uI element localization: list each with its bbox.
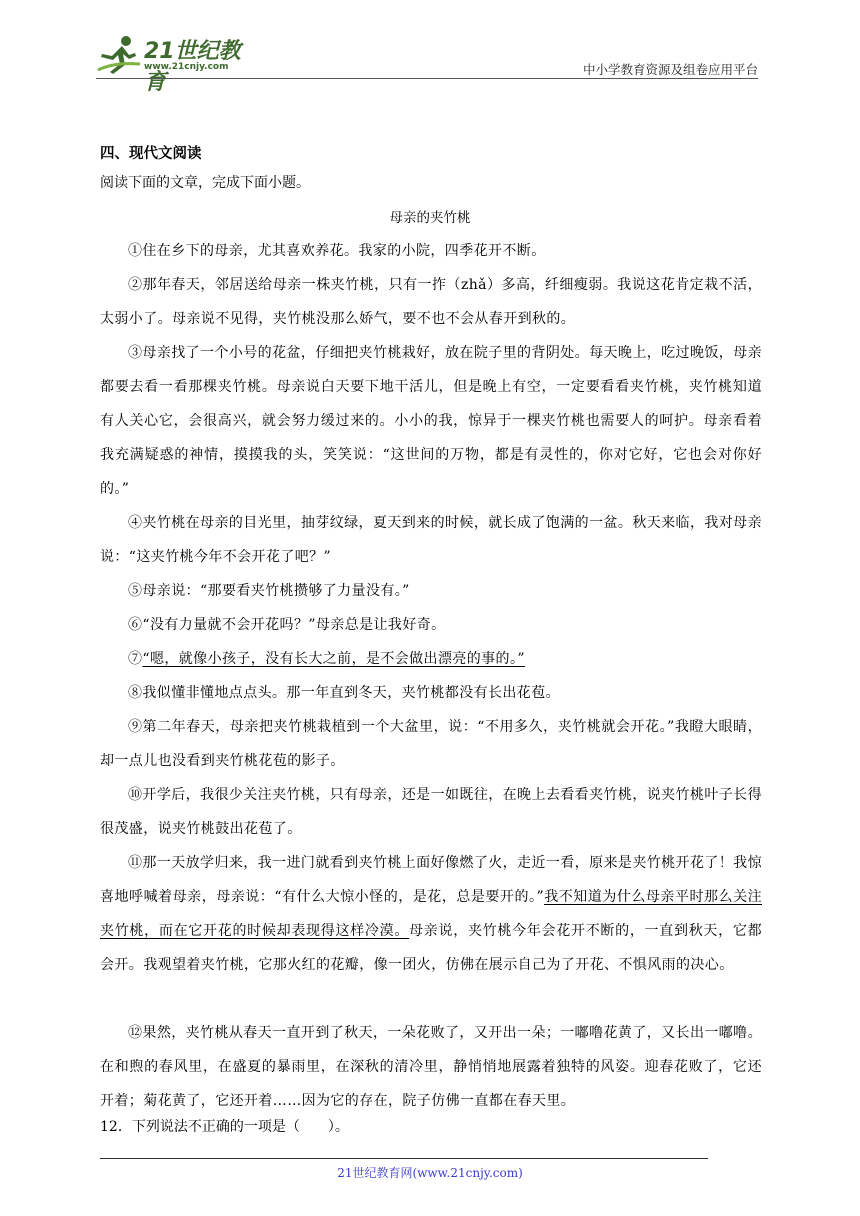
page-header [96, 34, 758, 95]
paragraph-11-part-a: ⑪那一天放学归来，我一进门就看到夹竹桃上面好像燃了火，走近一看，原来是夹竹桃开花了！我惊喜地呼喊着母亲，母亲说：“有什么大惊小怪的，是花，总是要开的。” [100, 855, 762, 905]
question-12: 12．下列说法不正确的一项是（ ）。 [100, 1119, 349, 1135]
section-title: 四、现代文阅读 [100, 146, 202, 162]
paragraph-5: ⑤母亲说：“那要看夹竹桃攒够了力量没有。” [128, 583, 410, 599]
paragraph-7-underlined: “嗯，就像小孩子，没有长大之前，是不会做出漂亮的事的。” [142, 651, 525, 667]
paragraph-11 [100, 846, 762, 982]
paragraph-8: ⑧我似懂非懂地点点头。那一年直到冬天，夹竹桃都没有长出花苞。 [128, 685, 560, 701]
logo [96, 34, 256, 95]
footer-divider [100, 1158, 708, 1159]
paragraph-9: ⑨第二年春天，母亲把夹竹桃栽植到一个大盆里，说：“不用多久，夹竹桃就会开花。”我瞪大眼睛，却一点儿也没看到夹竹桃花苞的影子。 [100, 719, 762, 769]
paragraph-11-underlined: 我不知道为什么母亲平时那么关注夹竹桃，而在它开花的时候却表现得这样冷漠。 [100, 889, 762, 939]
paragraph-4: ④夹竹桃在母亲的目光里，抽芽纹绿，夏天到来的时候，就长成了饱满的一盆。秋天来临，我对母亲说：“这夹竹桃今年不会开花了吧？” [100, 515, 762, 565]
platform-tagline: 中小学教育资源及组卷应用平台 [582, 62, 758, 77]
paragraph-6: ⑥“没有力量就不会开花吗？”母亲总是让我好奇。 [128, 617, 446, 633]
paragraph-7-number: ⑦ [128, 651, 143, 667]
paragraph-12: ⑫果然，夹竹桃从春天一直开到了秋天，一朵花败了，又开出一朵；一嘟噜花黄了，又长出一嘟噜。在和煦的春风里，在盛夏的暴雨里，在深秋的清冷里，静悄悄地展露着独特的风姿。迎春花败了，它还开着；菊花黄了，它还开着……因为它的存在，院子仿佛一直都在春天里。 [100, 1025, 762, 1109]
footer-text[interactable]: 21世纪教育网(www.21cnjy.com) [337, 1166, 523, 1180]
article-title: 母亲的夹竹桃 [389, 210, 471, 226]
logo-url: www.21cnjy.com [144, 62, 229, 72]
paragraph-7 [100, 642, 762, 676]
header-divider [96, 78, 758, 79]
paragraph-11-part-b: 母亲说，夹竹桃今年会花开不断的，一直到秋天，它都会开。我观望着夹竹桃，它那火红的花瓣，像一团火，仿佛在展示自己为了开花、不惧风雨的决心。 [100, 923, 762, 973]
logo-text: 21世纪教育 [144, 39, 241, 95]
paragraph-10: ⑩开学后，我很少关注夹竹桃，只有母亲，还是一如既往，在晚上去看看夹竹桃，说夹竹桃叶子长得很茂盛，说夹竹桃鼓出花苞了。 [100, 787, 762, 837]
paragraph-2: ②那年春天，邻居送给母亲一株夹竹桃，只有一拃（zhǎ）多高，纤细瘦弱。我说这花肯定栽不活，太弱小了。母亲说不见得，夹竹桃没那么娇气，要不也不会从春开到秋的。 [100, 277, 762, 327]
paragraph-1: ①住在乡下的母亲，尤其喜欢养花。我家的小院，四季花开不断。 [128, 243, 546, 259]
instruction: 阅读下面的文章，完成下面小题。 [100, 175, 310, 191]
paragraph-3: ③母亲找了一个小号的花盆，仔细把夹竹桃栽好，放在院子里的背阴处。每天晚上，吃过晚饭，母亲都要去看一看那棵夹竹桃。母亲说白天要下地干活儿，但是晚上有空，一定要看看夹竹桃，夹竹桃知道有人关心它，会很高兴，就会努力缓过来的。小小的我，惊异于一棵夹竹桃也需要人的呵护。母亲看着我充满疑惑的神情，摸摸我的头，笑笑说：“这世间的万物，都是有灵性的，你对它好，它也会对你好的。” [100, 345, 762, 497]
runner-logo-icon [96, 34, 144, 76]
